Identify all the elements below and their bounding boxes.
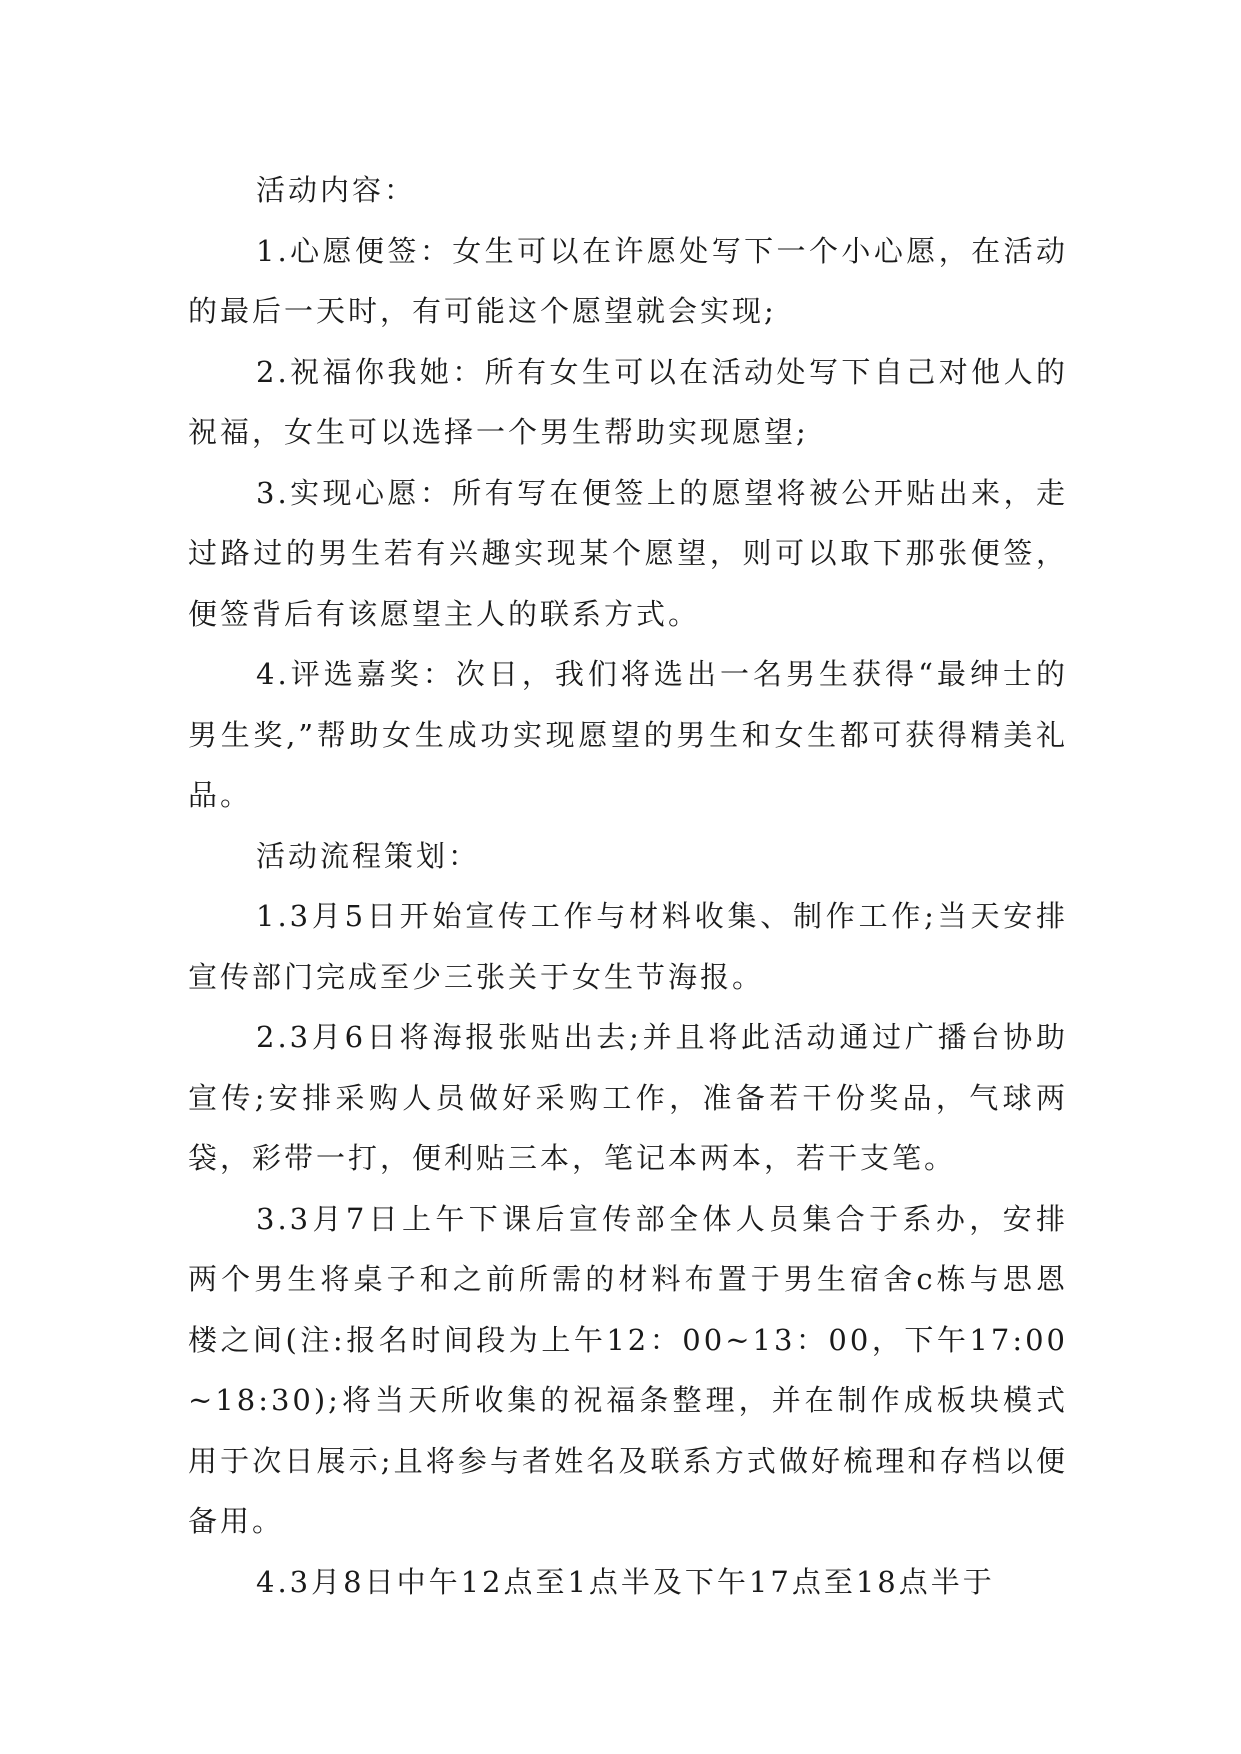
paragraph-march-5: 1.3月5日开始宣传工作与材料收集、制作工作;当天安排宣传部门完成至少三张关于女生节海报。 (188, 899, 1068, 994)
paragraph-march-7: 3.3月7日上午下课后宣传部全体人员集合于系办，安排两个男生将桌子和之前所需的材料布置于男生宿舍c栋与思恩楼之间(注:报名时间段为上午12：00~13：00，下午17:00~18:30);将当天所收集的祝福条整理，并在制作成板块模式用于次日展示;且将参与者姓名及联系方式做好梳理和存档以便备用。 (188, 1201, 1068, 1538)
paragraph-wish-note: 1.心愿便签：女生可以在许愿处写下一个小心愿，在活动的最后一天时，有可能这个愿望就会实现; (188, 233, 1068, 328)
paragraph-blessing: 2.祝福你我她：所有女生可以在活动处写下自己对他人的祝福，女生可以选择一个男生帮助实现愿望; (188, 354, 1068, 449)
section-heading-activity-process: 活动流程策划： (256, 838, 481, 873)
paragraph-march-8: 4.3月8日中午12点至1点半及下午17点至18点半于 (256, 1564, 995, 1599)
paragraph-march-6: 2.3月6日将海报张贴出去;并且将此活动通过广播台协助宣传;安排采购人员做好采购工作，准备若干份奖品，气球两袋，彩带一打，便利贴三本，笔记本两本，若干支笔。 (188, 1020, 1068, 1175)
document-body (188, 160, 1068, 1612)
paragraph-award: 4.评选嘉奖：次日，我们将选出一名男生获得“最绅士的男生奖,”帮助女生成功实现愿望的男生和女生都可获得精美礼品。 (188, 657, 1068, 812)
section-heading-activity-content: 活动内容： (256, 173, 417, 207)
paragraph-fulfill-wish: 3.实现心愿：所有写在便签上的愿望将被公开贴出来，走过路过的男生若有兴趣实现某个愿望，则可以取下那张便签，便签背后有该愿望主人的联系方式。 (188, 475, 1068, 631)
